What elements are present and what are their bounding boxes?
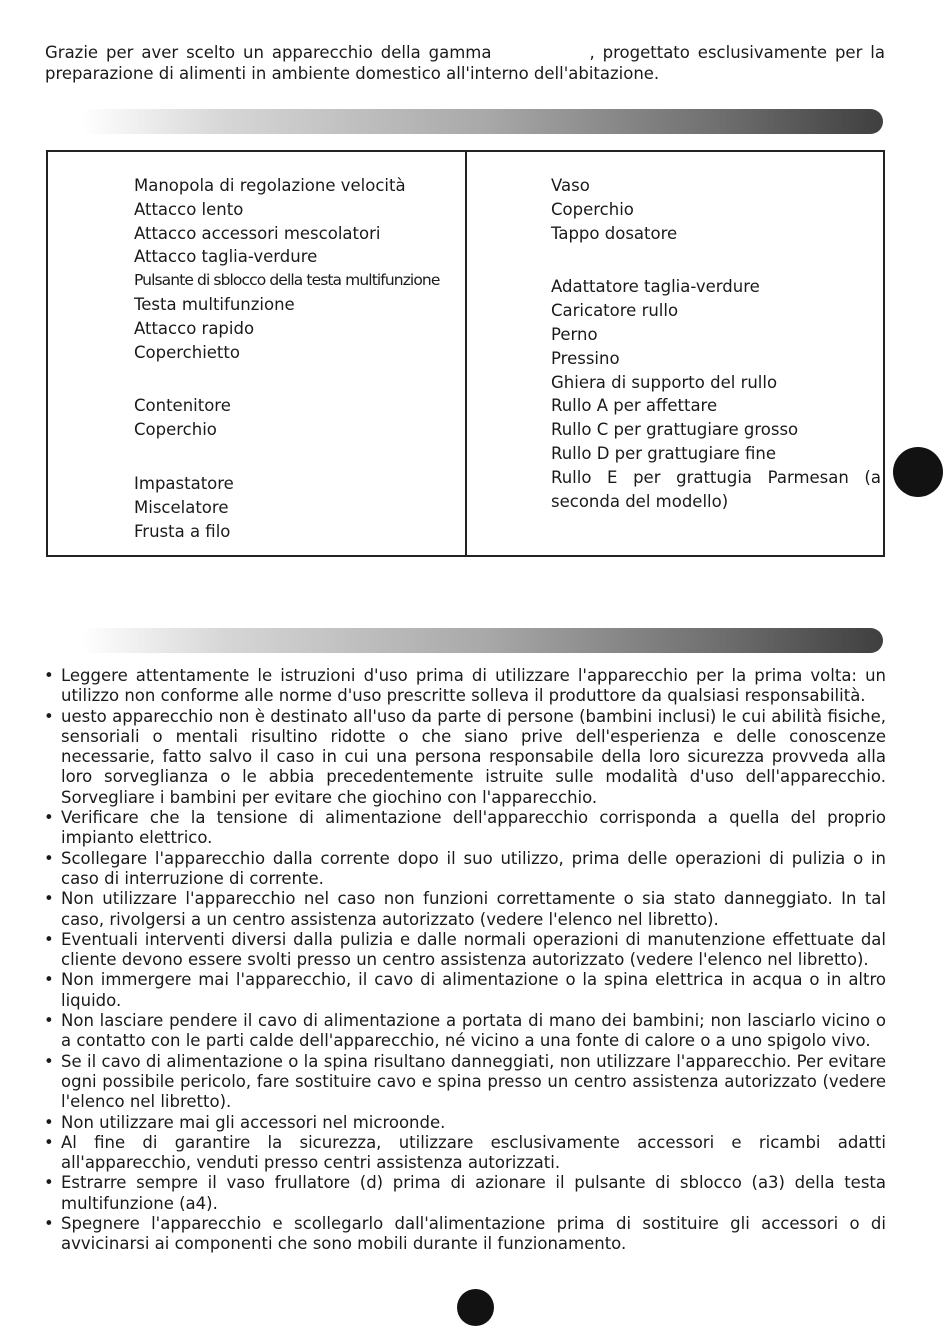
part-item: Rullo D per grattugiare fine <box>551 443 777 463</box>
part-item: Coperchio <box>134 420 217 440</box>
section-header-bar-safety <box>82 628 883 653</box>
safety-item-text: Non utilizzare mai gli accessori nel microonde. <box>61 1112 446 1132</box>
bullet-icon: • <box>44 808 54 828</box>
safety-item <box>44 889 886 930</box>
safety-item-text: Non utilizzare l'apparecchio nel caso non funzioni correttamente o sia stato danneggiato. In tal caso, rivolgersi a un centro assistenza autorizzato (vedere l'elenco nel libretto). <box>61 889 886 929</box>
safety-item <box>44 970 886 1011</box>
part-item: Caricatore rullo <box>551 301 679 321</box>
part-item: Manopola di regolazione velocità <box>134 176 406 195</box>
part-item: Rullo E per grattugia Parmesan (a seconda del modello) <box>551 467 881 511</box>
safety-item <box>44 1052 886 1113</box>
bullet-icon: • <box>44 706 54 726</box>
intro-text-end: , progettato esclusivamente per la preparazione di alimenti in ambiente domestico all'interno dell'abitazione. <box>45 43 885 83</box>
safety-item-text: Non lasciare pendere il cavo di alimentazione a portata di mano dei bambini; non lasciarlo vicino o a contatto con le parti calde dell'apparecchio, né vicino a una fonte di calore o a uno spigolo vivo. <box>61 1011 886 1051</box>
bullet-icon: • <box>44 1112 54 1132</box>
parts-list-box <box>46 150 885 557</box>
safety-item <box>44 1173 886 1214</box>
bullet-icon: • <box>44 1214 54 1234</box>
safety-item-text: Se il cavo di alimentazione o la spina risultano danneggiati, non utilizzare l'apparecchio. Per evitare ogni possibile pericolo, fare sostituire cavo e spina presso un centro assistenza autorizzato (vedere l'elenco nel libretto). <box>61 1051 886 1112</box>
safety-item-text: Al fine di garantire la sicurezza, utilizzare esclusivamente accessori e ricambi adatti all'apparecchio, venduti presso centri assistenza autorizzati. <box>61 1132 886 1173</box>
part-item: Ghiera di supporto del rullo <box>551 372 778 392</box>
safety-item <box>44 1214 886 1255</box>
safety-item-text: Leggere attentamente le istruzioni d'uso prima di utilizzare l'apparecchio per la prima volta: un utilizzo non conforme alle norme d'uso prescritte solleva il produttore da qualsiasi responsabilità. <box>61 666 886 706</box>
parts-list-left <box>134 174 464 543</box>
part-item: Attacco rapido <box>134 318 255 338</box>
group-spacer <box>551 245 881 275</box>
bullet-icon: • <box>44 666 54 685</box>
bullet-icon: • <box>44 889 54 909</box>
part-item: Pressino <box>551 348 620 368</box>
intro-paragraph <box>45 42 885 84</box>
safety-item-text: Non immergere mai l'apparecchio, il cavo di alimentazione o la spina elettrica in acqua o in altro liquido. <box>61 970 886 1010</box>
safety-item-text: Scollegare l'apparecchio dalla corrente dopo il suo utilizzo, prima delle operazioni di pulizia o in caso di interruzione di corrente. <box>61 848 886 888</box>
bullet-icon: • <box>44 1132 54 1152</box>
parts-list-right <box>551 174 881 513</box>
group-spacer <box>134 364 464 394</box>
safety-item-text: Eventuali interventi diversi dalla pulizia e dalle normali operazioni di manutenzione effettuate dal cliente devono essere svolti presso un centro assistenza autorizzato (vedere l'elenco nel libretto). <box>61 929 886 970</box>
bullet-icon: • <box>44 970 54 990</box>
part-item: Rullo A per affettare <box>551 396 718 416</box>
intro-text-start: Grazie per aver scelto un apparecchio della gamma <box>45 43 492 62</box>
part-item: Attacco taglia-verdure <box>134 247 318 267</box>
page-number-marker <box>457 1289 494 1326</box>
part-item: Miscelatore <box>134 497 229 517</box>
part-item: Testa multifunzione <box>134 294 295 314</box>
side-tab-marker <box>893 447 943 497</box>
column-divider <box>465 152 467 555</box>
safety-item <box>44 930 886 971</box>
safety-item <box>44 707 886 808</box>
group-spacer <box>134 442 464 472</box>
safety-item <box>44 666 886 707</box>
part-item: Pulsante di sblocco della testa multifunzione <box>134 271 440 290</box>
bullet-icon: • <box>44 929 54 949</box>
safety-item-text: Verificare che la tensione di alimentazione dell'apparecchio corrisponda a quella del proprio impianto elettrico. <box>61 808 886 848</box>
part-item: Attacco accessori mescolatori <box>134 223 381 243</box>
safety-item <box>44 1133 886 1174</box>
safety-item-text: uesto apparecchio non è destinato all'uso da parte di persone (bambini inclusi) le cui abilità fisiche, sensoriali o mentali risultino ridotte o che siano prive dell'esperienza e delle conoscenze necessarie, fatto salvo il caso in cui una persona responsabile della loro sicurezza provveda alla loro sorveglianza o le abbia precedentemente istruite sulle modalità d'uso dell'apparecchio. Sorvegliare i bambini per evitare che giochino con l'apparecchio. <box>61 706 886 807</box>
safety-instructions-list <box>44 666 886 1255</box>
part-item: Rullo C per grattugiare grosso <box>551 420 799 440</box>
part-item: Tappo dosatore <box>551 223 678 243</box>
safety-item-text: Spegnere l'apparecchio e scollegarlo dall'alimentazione prima di sostituire gli accessori o di avvicinarsi ai componenti che sono mobili durante il funzionamento. <box>61 1214 886 1254</box>
safety-item <box>44 849 886 890</box>
part-item: Perno <box>551 324 598 344</box>
safety-item <box>44 1113 886 1133</box>
safety-item <box>44 808 886 849</box>
part-item: Vaso <box>551 176 590 195</box>
bullet-icon: • <box>44 1011 54 1031</box>
bullet-icon: • <box>44 848 54 868</box>
section-header-bar-description <box>82 109 883 134</box>
part-item: Adattatore taglia-verdure <box>551 277 760 297</box>
bullet-icon: • <box>44 1051 54 1071</box>
part-item: Frusta a filo <box>134 521 231 541</box>
safety-item-text: Estrarre sempre il vaso frullatore (d) prima di azionare il pulsante di sblocco (a3) della testa multifunzione (a4). <box>61 1173 886 1213</box>
part-item: Coperchietto <box>134 342 240 362</box>
safety-item <box>44 1011 886 1052</box>
part-item: Coperchio <box>551 199 634 219</box>
part-item: Attacco lento <box>134 199 244 219</box>
part-item: Contenitore <box>134 396 231 416</box>
part-item: Impastatore <box>134 473 234 493</box>
bullet-icon: • <box>44 1173 54 1193</box>
